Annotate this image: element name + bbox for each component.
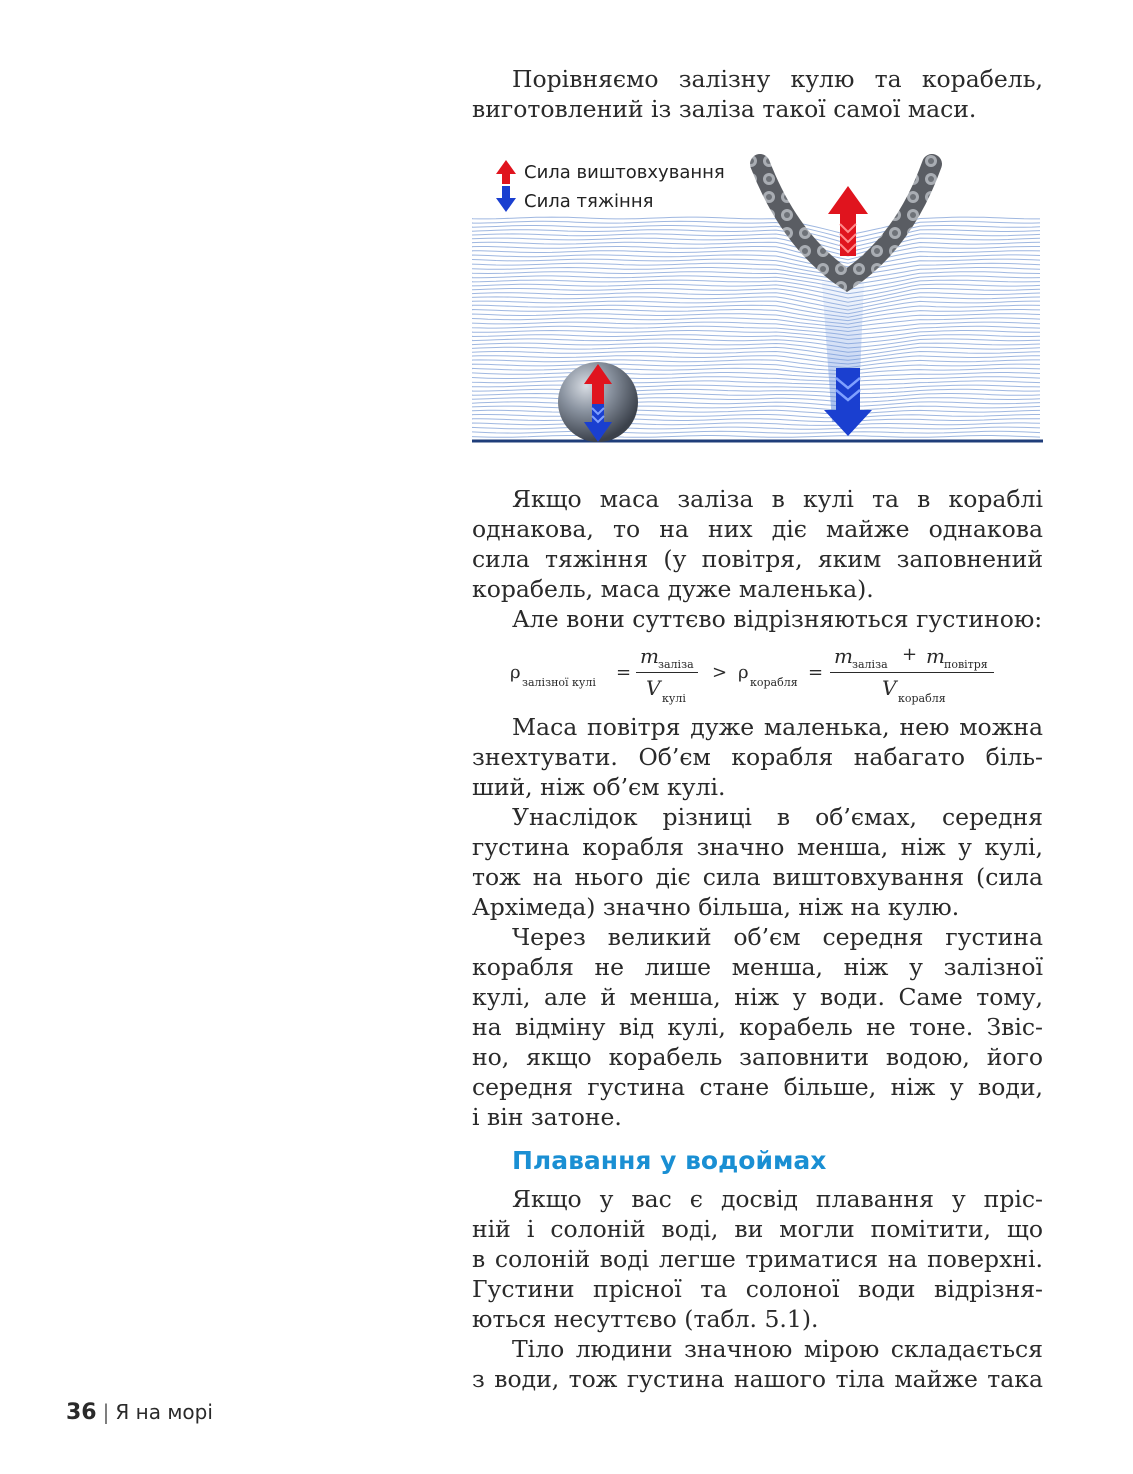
- equals-sign: =: [808, 662, 824, 683]
- text-line: Якщо у вас є досвід плавання у пріс-: [512, 1185, 1043, 1213]
- text-line: ній і солоній воді, ви могли помітити, що: [472, 1215, 1043, 1243]
- text-line: Порівняємо залізну кулю та корабель,: [512, 65, 1043, 93]
- mass-subscript: заліза: [852, 658, 888, 671]
- text-line: Через великий об’єм середня густина: [512, 923, 1043, 951]
- section-heading: Плавання у водоймах: [512, 1146, 827, 1175]
- intro-paragraph: [472, 64, 1043, 124]
- text-line: сила тяжіння (у повітря, яким заповнений: [472, 545, 1043, 573]
- paragraph-mass: [472, 484, 1043, 634]
- volume-symbol: V: [646, 676, 661, 700]
- volume-symbol: V: [882, 676, 897, 700]
- text-line: і він затоне.: [472, 1103, 622, 1131]
- text-line: густина корабля значно менша, ніж у кулі,: [472, 833, 1043, 861]
- rho-symbol: ρ: [510, 662, 521, 683]
- text-line: знехтувати. Об’єм корабля набагато біль-: [472, 743, 1043, 771]
- text-line: корабля не лише менша, ніж у залізної: [472, 953, 1043, 981]
- mass-subscript: повітря: [944, 658, 988, 671]
- text-line: ший, ніж об’єм кулі.: [472, 773, 726, 801]
- text-line: Густини прісної та солоної води відрізня-: [472, 1275, 1043, 1303]
- rho-subscript: корабля: [750, 676, 798, 689]
- paragraph-swimming: [472, 1184, 1043, 1394]
- text-line: в солоній воді легше триматися на поверхні.: [472, 1245, 1043, 1273]
- text-line: з води, тож густина нашого тіла майже така: [472, 1365, 1043, 1393]
- fraction-bar: [636, 672, 698, 673]
- mass-symbol: m: [834, 644, 853, 668]
- text-line: корабель, маса дуже маленька).: [472, 575, 874, 603]
- density-formula: [510, 640, 1050, 708]
- rho-symbol: ρ: [738, 662, 749, 683]
- mass-symbol: m: [640, 644, 659, 668]
- text-line: Тіло людини значною мірою складається: [512, 1335, 1043, 1363]
- footer-separator: |: [102, 1400, 110, 1424]
- text-line: Але вони суттєво відрізняються густиною:: [512, 605, 1043, 633]
- legend-buoyancy-label: Сила виштовхування: [524, 162, 725, 183]
- buoyancy-figure: [472, 152, 1043, 450]
- volume-subscript: корабля: [898, 692, 946, 705]
- text-line: Якщо маса заліза в кулі та в кораблі: [512, 485, 1043, 513]
- volume-subscript: кулі: [662, 692, 686, 705]
- rho-subscript: залізної кулі: [522, 676, 596, 689]
- greater-sign: >: [712, 662, 728, 683]
- plus-sign: +: [902, 644, 918, 665]
- text-line: виготовлений із заліза такої самої маси.: [472, 95, 977, 123]
- fraction-bar: [830, 672, 994, 673]
- text-line: середня густина стане більше, ніж у води,: [472, 1073, 1043, 1101]
- legend-gravity-label: Сила тяжіння: [524, 191, 654, 212]
- mass-symbol: m: [926, 644, 945, 668]
- text-line: кулі, але й менша, ніж у води. Саме тому,: [472, 983, 1043, 1011]
- text-line: однакова, то на них діє майже однакова: [472, 515, 1043, 543]
- text-line: Маса повітря дуже маленька, нею можна: [512, 713, 1043, 741]
- page-footer: [66, 1400, 213, 1425]
- page-number: 36: [66, 1400, 97, 1425]
- mass-subscript: заліза: [658, 658, 694, 671]
- equals-sign: =: [616, 662, 632, 683]
- text-line: Унаслідок різниці в об’ємах, середня: [512, 803, 1043, 831]
- text-line: тож на нього діє сила виштовхування (сила: [472, 863, 1043, 891]
- text-line: Архімеда) значно більша, ніж на кулю.: [472, 893, 960, 921]
- paragraph-volume: [472, 712, 1043, 1132]
- text-line: ються несуттєво (табл. 5.1).: [472, 1305, 819, 1333]
- section-name: Я на морі: [115, 1400, 213, 1424]
- text-line: но, якщо корабель заповнити водою, його: [472, 1043, 1043, 1071]
- text-line: на відміну від кулі, корабель не тоне. Звіс-: [472, 1013, 1043, 1041]
